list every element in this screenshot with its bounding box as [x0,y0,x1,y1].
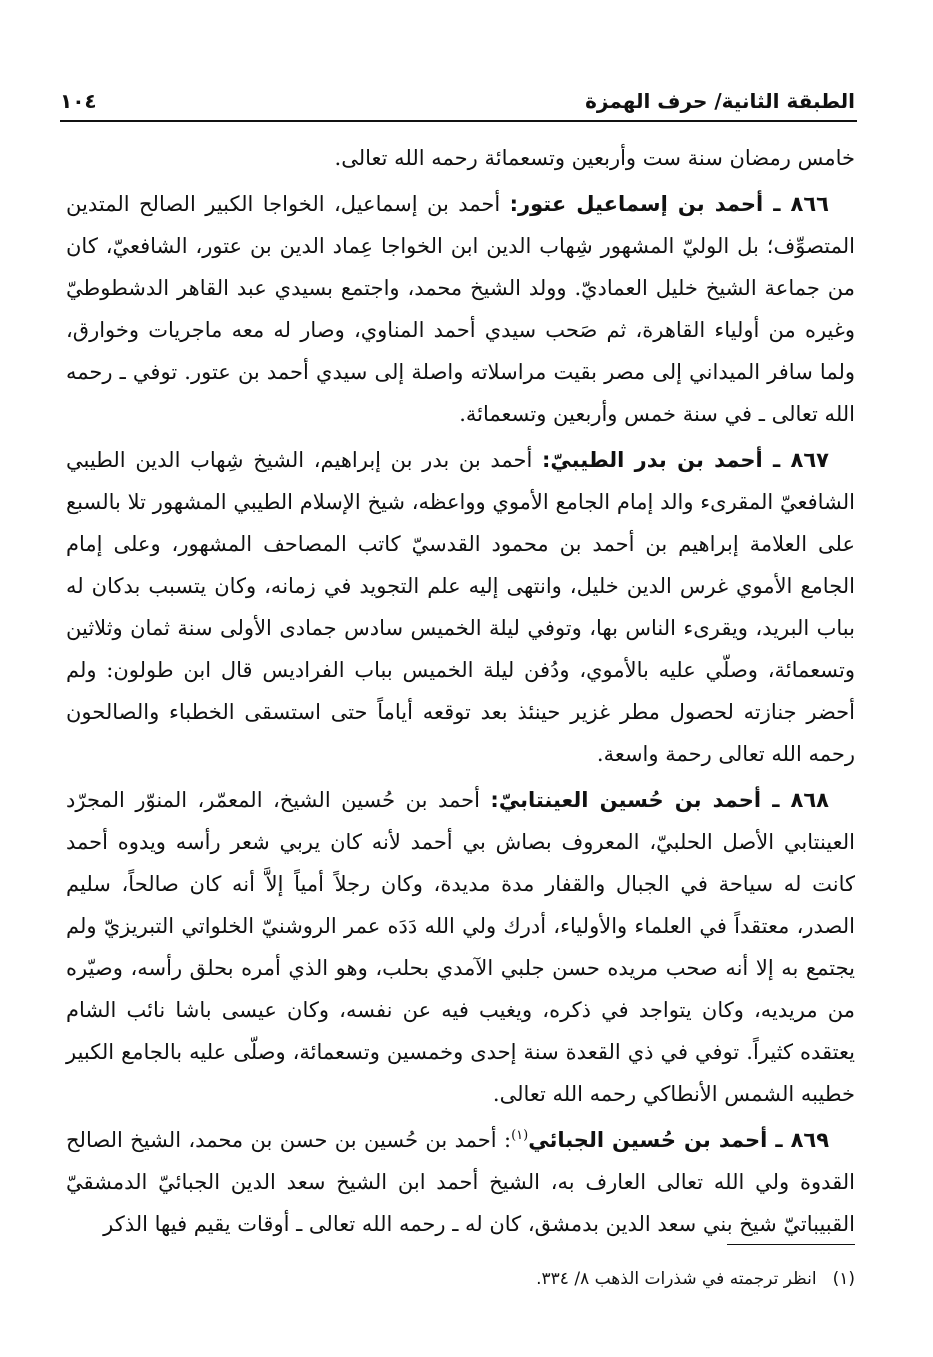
entry-heading: ٨٦٧ ـ أحمد بن بدر الطيبيّ: [542,448,829,472]
entry-text: : أحمد بن حُسين بن حسن بن محمد، الشيخ الصالح القدوة ولي الله تعالى العارف به، الشيخ أحمد ابن الشيخ سعد الدين الجبائيّ الدمشقيّ القبيباتيّ شيخ بني سعد الدين بدمشق، كان له ـ رحمه الله تعالى ـ أوقات يقيم فيها الذكر [66,1128,855,1236]
main-text [66,137,855,1249]
page-header [60,84,855,118]
footnote-reference[interactable]: (١) [511,1128,529,1143]
entry-text: أحمد بن إسماعيل، الخواجا الكبير الصالح المتدين المتصوِّف؛ بل الوليّ المشهور شِهاب الدين ابن الخواجا عِماد الدين بن عتور، الشافعيّ، كان من جماعة الشيخ خليل العماديّ. وولد الشيخ محمد، واجتمع بسيدي عبد القاهر الدشطوطيّ وغيره من أولياء القاهرة، ثم صَحب سيدي أحمد المناوي، وصار له معه ماجريات وخوارق، ولما سافر الميداني إلى مصر بقيت مراسلاته واصلة إلى سيدي أحمد بن عتور. توفي ـ رحمه الله تعالى ـ في سنة خمس وأربعين وتسعمائة. [66,192,856,426]
entry-heading: ٨٦٦ ـ أحمد بن إسماعيل عتور: [509,192,829,216]
entry-heading: ٨٦٩ ـ أحمد بن حُسين الجبائي [528,1128,830,1152]
running-title: الطبقة الثانية/ حرف الهمزة [585,89,855,113]
footnote [66,1264,855,1294]
paragraph-text: خامس رمضان سنة ست وأربعين وتسعمائة رحمه الله تعالى. [334,146,855,170]
header-divider [60,120,857,122]
entry-heading: ٨٦٨ ـ أحمد بن حُسين العينتابيّ: [490,788,829,812]
footnote-text: انظر ترجمته في شذرات الذهب ٨/ ٣٣٤. [536,1269,817,1289]
entry-text: أحمد بن حُسين الشيخ، المعمّر، المنوّر المجرّد العينتابي الأصل الحلبيّ، المعروف بصاش بي أحمد لأنه كان يربي شعر رأسه ويدوه أحمد كانت له سياحة في الجبال والقفار مدة مديدة، وكان رجلاً أمياً إلاَّ أنه كان صالحاً، سليم الصدر، معتقداً في العلماء والأولياء، أدرك ولي الله دَدَه عمر الروشنيّ الخلواتي التبريزيّ ولم يجتمع به إلا أنه صحب مريده حسن جلبي الآمدي بحلب، وهو الذي أمره بحلق رأسه، وصيّره من مريديه، وكان يتواجد في ذكره، ويغيب فيه عن نفسه، وكان عيسى باشا نائب الشام يعتقده كثيراً. توفي في ذي القعدة سنة إحدى وخمسين وتسعمائة، وصلّى عليه بالجامع الكبير خطيبه الشمس الأنطاكي رحمه الله تعالى. [66,788,855,1106]
paragraph-continuation [66,137,855,179]
footnote-divider [727,1244,855,1245]
page-number: ١٠٤ [60,89,97,113]
entry-867 [66,439,855,775]
entry-866 [66,183,855,435]
entry-869 [66,1119,855,1245]
entry-text: أحمد بن بدر بن إبراهيم، الشيخ شِهاب الدين الطيبي الشافعيّ المقرىء والد إمام الجامع الأموي وواعظه، شيخ الإسلام الطيبي المشهور تلا بالسبع على العلامة إبراهيم بن أحمد بن محمود القدسيّ كاتب المصاحف المشهور، وعلى إمام الجامع الأموي غرس الدين خليل، وانتهى إليه علم التجويد في زمانه، وكان يتسبب بدكان له بباب البريد، ويقرىء الناس بها، وتوفي ليلة الخميس سادس جمادى الأولى سنة ثمان وثلاثين وتسعمائة، وصلّي عليه بالأموي، ودُفن ليلة الخميس بباب الفراديس قال ابن طولون: ولم أحضر جنازته لحصول مطر غزير حينئذ بعد توقعه أياماً حتى استسقى الخطباء والصالحون رحمه الله تعالى رحمة واسعة. [66,448,855,766]
entry-868 [66,779,855,1115]
footnote-number: (١) [832,1269,855,1289]
